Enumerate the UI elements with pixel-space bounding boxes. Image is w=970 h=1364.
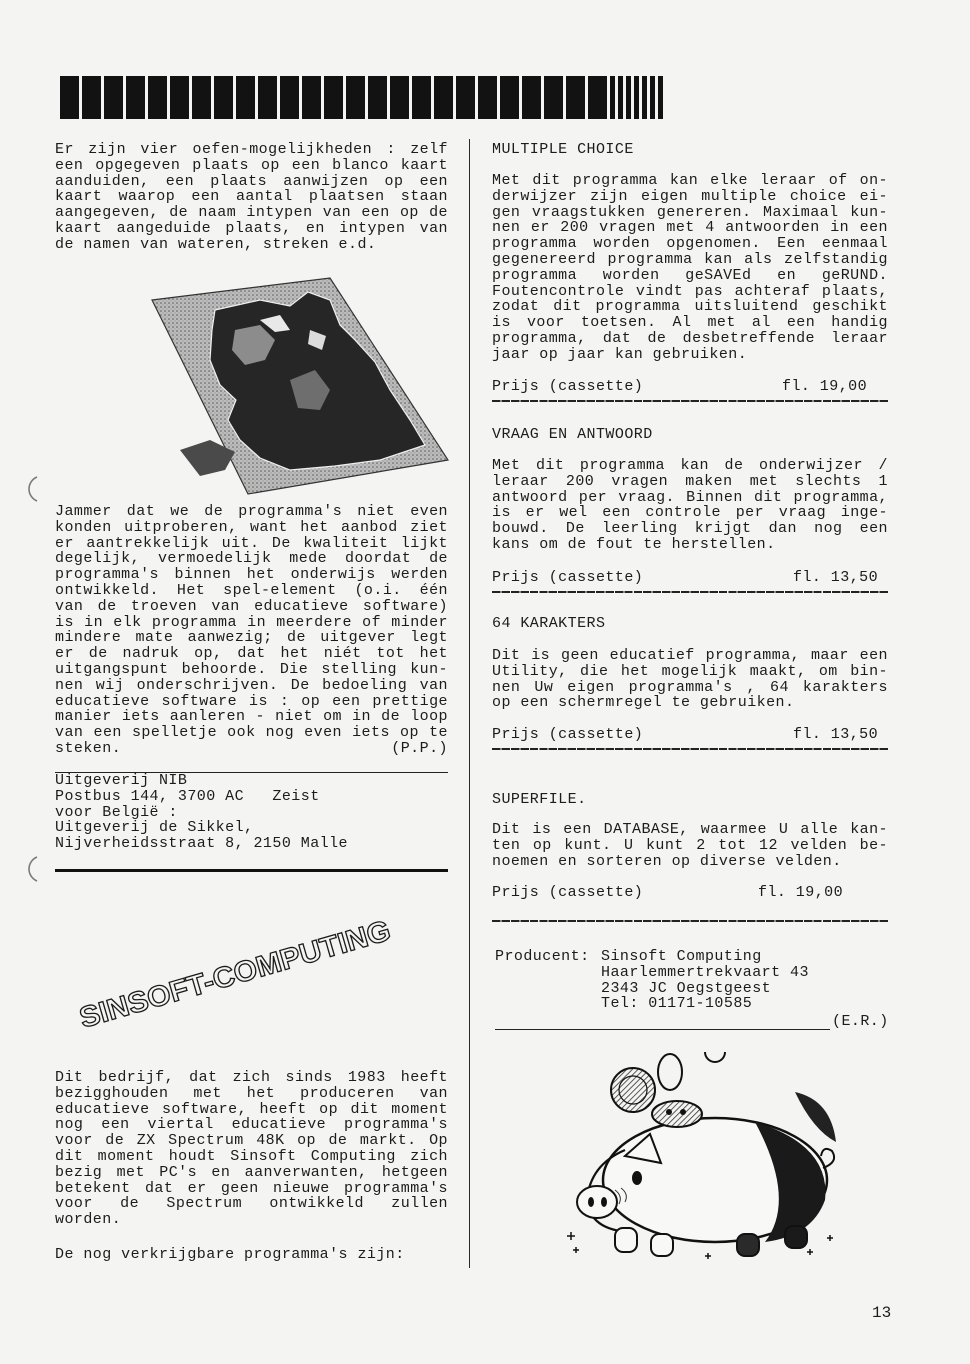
program-line: Dit is een DATABASE, waarmee U alle kan-	[492, 821, 888, 838]
intro-line: kaart waarop een aantal plaatsen staan	[55, 188, 448, 206]
program-line: leraar 200 vragen maken met slechts 1	[492, 472, 888, 490]
program-line: bouwd. De leerling krijgt dan nog een	[492, 520, 888, 538]
intro-line: een opgegeven plaats op een blanco kaart	[55, 156, 448, 174]
price-rule	[492, 591, 888, 593]
review-line: educatieve software is : op een prettige	[55, 692, 448, 710]
company-line: betekent dat er geen nieuwe programma's	[55, 1179, 448, 1197]
review-signature: (P.P.)	[391, 740, 448, 757]
program-line: kans om de fout te herstellen.	[492, 535, 776, 553]
program-title: 64 KARAKTERS	[492, 615, 606, 632]
review-line: programma's binnen het onderwijs werden	[55, 566, 448, 584]
review-line: er de nadruk op, dat het niét tot het	[55, 645, 448, 663]
intro-line: de namen van wateren, streken e.d.	[55, 235, 377, 253]
punch-hole-mark	[20, 854, 42, 884]
program-line: is voor toetsen. Al met al een handig	[492, 314, 888, 332]
publisher-line: Uitgeverij NIB	[55, 772, 188, 789]
review-line: van een spelletje ook nog even iets op te	[55, 724, 448, 742]
svg-text:SINSOFT-COMPUTING	[76, 915, 394, 1035]
logo-text: SINSOFT-COMPUTING	[76, 914, 394, 1035]
review-line: manier iets aanleren - niet om in de loop	[55, 708, 448, 726]
price-label: Prijs (cassette)	[492, 726, 644, 743]
review-line: konden uitproberen, want het aanbod ziet	[55, 518, 448, 536]
program-line: gegenereerd programma kan als zelfstandig	[492, 250, 888, 268]
intro-line: aangegeven, de naam intypen van een op de	[55, 204, 448, 222]
company-line: bezigghouden met het produceren van	[55, 1084, 448, 1102]
program-line: noemen en sorteren op diverse velden.	[492, 852, 842, 870]
producer-line: Haarlemmertrekvaart 43	[601, 963, 809, 981]
price-value: fl. 19,00	[782, 378, 868, 395]
price-rule	[492, 748, 888, 750]
price-rule	[492, 920, 888, 922]
program-line: programma worden opgenomen. Een eenmaal	[492, 235, 888, 253]
publisher-line: voor België :	[55, 803, 178, 821]
author-signature: (E.R.)	[832, 1013, 889, 1030]
program-line: nen Uw eigen programma's , 64 karakters	[492, 678, 888, 696]
program-title: SUPERFILE.	[492, 791, 587, 808]
price-row	[492, 727, 888, 743]
striped-header-banner	[60, 76, 602, 119]
company-paragraph	[55, 1070, 448, 1228]
review-line: steken.	[55, 739, 122, 757]
publisher-line: Postbus 144, 3700 AC Zeist	[55, 787, 320, 805]
program-line: is er wel een controle per vraag inge-	[492, 504, 888, 522]
closing-line	[55, 1247, 448, 1263]
publisher-address	[55, 773, 448, 852]
publisher-line: Uitgeverij de Sikkel,	[55, 819, 254, 837]
program-line: Met dit programma kan de onderwijzer /	[492, 457, 888, 474]
publisher-line: Nijverheidsstraat 8, 2150 Malle	[55, 835, 348, 853]
review-line: mindere mate aanwezig; de uitgever legt	[55, 629, 448, 647]
program-line: Dit is geen educatief programma, maar een	[492, 647, 888, 664]
company-line: voor de ZX Spectrum 48K op de markt. Op	[55, 1132, 448, 1150]
producer-address	[601, 949, 881, 1012]
price-label: Prijs (cassette)	[492, 884, 644, 901]
intro-line: kaart aangeduide plaats, en intypen van	[55, 219, 448, 237]
review-line: er aantrekkelijk uit. De kwaliteit lijkt	[55, 534, 448, 552]
review-line: ontwikkeld. Het spel-element (o.i. één	[55, 581, 448, 599]
netherlands-map-illustration	[140, 270, 460, 500]
program-line: nen er 200 vragen met 4 antwoorden in een	[492, 219, 888, 237]
price-row	[492, 885, 888, 901]
review-line: uitgangspunt behoorde. Die stelling kun-	[55, 660, 448, 678]
review-line: degelijk, vermoedelijk mede doordat de	[55, 550, 448, 568]
punch-hole-mark	[20, 474, 42, 504]
review-line: nen wij onderschrijven. De bedoeling van	[55, 676, 448, 694]
intro-line: Er zijn vier oefen-mogelijkheden : zelf	[55, 141, 448, 158]
company-line: Dit bedrijf, dat zich sinds 1983 heeft	[55, 1069, 448, 1086]
price-row	[492, 570, 888, 586]
program-line: derwijzer zijn eigen multiple choice ei-	[492, 187, 888, 205]
program-line: Met dit programma kan elke leraar of on-	[492, 172, 888, 189]
program-line: op een schermregel te gebruiken.	[492, 694, 795, 712]
price-value: fl. 13,50	[793, 726, 879, 743]
price-label: Prijs (cassette)	[492, 569, 644, 586]
program-line: antwoord per vraag. Binnen dit programma,	[492, 488, 888, 506]
program-line: ten op kunt. U kunt 2 tot 12 velden be-	[492, 836, 888, 854]
producer-line: Tel: 01171-10585	[601, 995, 753, 1013]
company-line: educatieve software, heeft op dit moment	[55, 1100, 448, 1118]
program-line: jaar op jaar kan gebruiken.	[492, 345, 748, 363]
company-line: nog een viertal educatieve programma's	[55, 1116, 448, 1134]
producer-line: Sinsoft Computing	[601, 948, 762, 965]
program-line: gen vraagstukken genereren. Maximaal kun-	[492, 203, 888, 221]
sinsoft-computing-logo	[55, 900, 455, 1050]
program-description	[492, 173, 888, 363]
striped-header-banner-end	[602, 76, 666, 119]
price-value: fl. 13,50	[793, 569, 879, 586]
review-line: is in elk programma in meerdere of minder	[55, 613, 448, 631]
intro-paragraph	[55, 142, 448, 253]
company-line: dit moment houdt Sinsoft Computing zich	[55, 1147, 448, 1165]
program-line: programma, dat de desbetreffende leraar	[492, 329, 888, 347]
page-number: 13	[872, 1304, 892, 1322]
producer-line: 2343 JC Oegstgeest	[601, 979, 772, 997]
publisher-end-rule	[55, 869, 448, 872]
program-line: Utility, die het mogelijk maakt, om bin-	[492, 662, 888, 680]
company-line: bezig met PC's en aanverwanten, hetgeen	[55, 1163, 448, 1181]
price-row	[492, 379, 888, 395]
program-line: Foutencontrole vindt pas achteraf plaats,	[492, 282, 888, 300]
review-line: van de troeven van educatieve software)	[55, 597, 448, 615]
price-label: Prijs (cassette)	[492, 378, 644, 395]
program-line: zodat dit programma uitsluitend geschikt	[492, 298, 888, 316]
price-rule	[492, 400, 888, 402]
program-description	[492, 648, 888, 711]
program-line: programma worden geSAVEd en geRUND.	[492, 266, 888, 284]
column-divider	[469, 139, 470, 1268]
program-title: VRAAG EN ANTWOORD	[492, 426, 653, 443]
price-value: fl. 19,00	[758, 884, 844, 901]
review-line: Jammer dat we de programma's niet even	[55, 503, 448, 520]
signature-rule	[495, 1029, 830, 1030]
closing-text: De nog verkrijgbare programma's zijn:	[55, 1246, 405, 1263]
program-title: MULTIPLE CHOICE	[492, 141, 634, 158]
company-line: voor de Spectrum ontwikkeld zullen	[55, 1195, 448, 1213]
piggy-bank-illustration	[555, 1050, 840, 1265]
program-description	[492, 822, 888, 869]
program-description	[492, 458, 888, 553]
review-paragraph	[55, 504, 448, 757]
producer-label: Producent:	[495, 948, 590, 965]
company-line: worden.	[55, 1211, 122, 1229]
intro-line: aanduiden, een plaats aanwijzen op een	[55, 172, 448, 190]
